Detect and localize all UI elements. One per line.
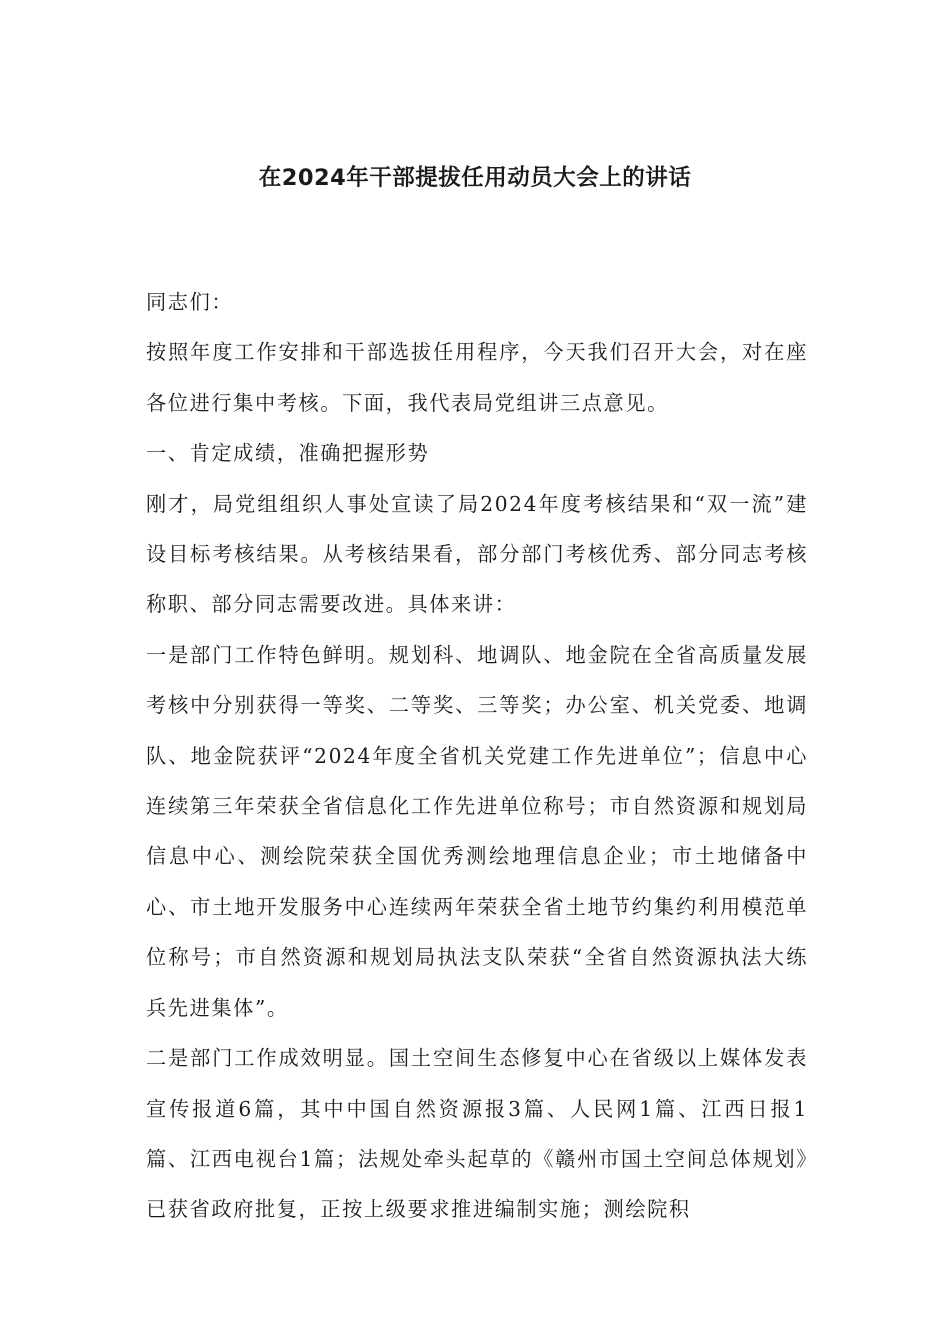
salutation-paragraph: 同志们： [146,290,234,314]
section-heading: 一、肯定成绩，准确把握形势 [146,441,430,466]
document-body [146,277,808,1235]
document-title: 在2024年干部提拔任用动员大会上的讲话 [258,165,692,191]
body-paragraph: 二是部门工作成效明显。国土空间生态修复中心在省级以上媒体发表宣传报道6篇，其中中国自然资源报3篇、人民网1篇、江西日报1篇、江西电视台1篇；法规处牵头起草的《赣州市国土空间总体规划》已获省政府批复，正按上级要求推进编制实施；测绘院积 [146,1046,808,1222]
intro-paragraph: 按照年度工作安排和干部选拔任用程序，今天我们召开大会，对在座各位进行集中考核。下面，我代表局党组讲三点意见。 [146,340,808,415]
body-paragraph: 刚才，局党组组织人事处宣读了局2024年度考核结果和“双一流”建设目标考核结果。从考核结果看，部分部门考核优秀、部分同志考核称职、部分同志需要改进。具体来讲： [146,491,808,617]
body-paragraph: 一是部门工作特色鲜明。规划科、地调队、地金院在全省高质量发展考核中分别获得一等奖、二等奖、三等奖；办公室、机关党委、地调队、地金院获评“2024年度全省机关党建工作先进单位”；信息中心连续第三年荣获全省信息化工作先进单位称号；市自然资源和规划局信息中心、测绘院荣获全国优秀测绘地理信息企业；市土地储备中心、市土地开发服务中心连续两年荣获全省土地节约集约利用模范单位称号；市自然资源和规划局执法支队荣获“全省自然资源执法大练兵先进集体”。 [146,642,808,1020]
